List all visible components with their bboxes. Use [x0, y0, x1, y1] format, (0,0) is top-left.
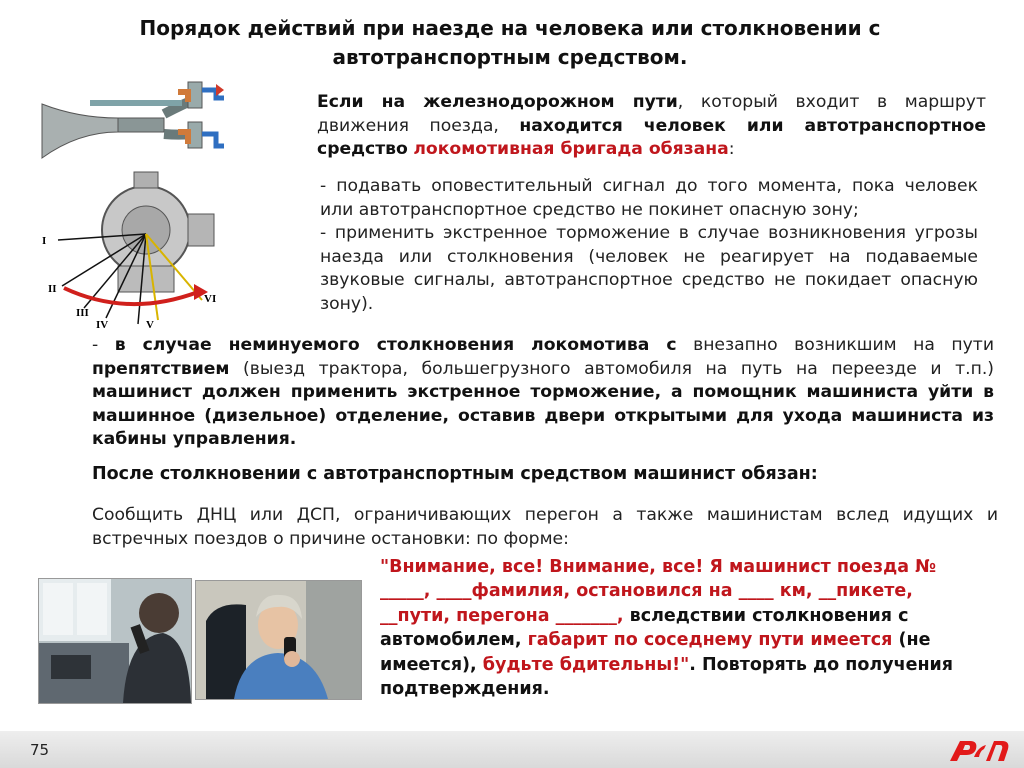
horn-illustration [38, 74, 228, 170]
intro-bold-2: находится человек или автотранспортное средство [317, 115, 986, 159]
intro-red: локомотивная бригада обязана [413, 139, 729, 159]
photo-driver-cab [38, 578, 192, 704]
position-label: I [42, 235, 47, 247]
message-red-2: габарит по соседнему пути имеется [527, 630, 893, 651]
message-bold-3: (не имеется), [380, 630, 931, 675]
radio-message [380, 555, 980, 701]
report-text: Сообщить ДНЦ или ДСП, ограничивающих перегон а также машинистам вслед идущих и встречных поездов о причине остановки: по форме: [92, 505, 998, 549]
position-label: II [48, 283, 57, 295]
after-collision-heading: После столкновении с автотранспортным средством машинист обязан: [92, 464, 818, 484]
collision-bold-2: препятствием [92, 358, 230, 379]
message-bold-2: столкновения с автомобилем [380, 605, 909, 651]
intro-paragraph [262, 91, 986, 162]
photo-operator [195, 580, 362, 700]
message-bold-4: . Повторять до получения подтверждения. [380, 654, 954, 700]
collision-bold-1: в случае неминуемого столкновения локомотива с [114, 335, 677, 355]
position-label: III [76, 307, 89, 319]
position-label: IV [96, 319, 109, 331]
message-red-3: будьте бдительны!" [482, 654, 690, 675]
collision-bold-3: машинист должен применить экстренное торможение, а помощник машиниста уйти в машинное (дизельное) отделение, оставив двери открытыми для ухода машиниста из кабины управления. [92, 382, 994, 449]
collision-paragraph [40, 334, 994, 452]
duties-list [268, 175, 978, 316]
page-title: Порядок действий при наезде на человека или столкновении с автотранспортным средством. [139, 16, 881, 69]
footer-bar [0, 731, 1024, 768]
message-red-1: "Внимание, все! Внимание, все! Я машинист поезда № _____, ____фамилия, остановился на ____ км, __пикете, __пути, перегона _______, [380, 557, 937, 626]
collision-text-1: внезапно возникшим на пути [676, 335, 994, 355]
brake-valve-diagram [38, 168, 268, 333]
collision-dash: - [92, 335, 115, 355]
position-label: V [146, 319, 154, 331]
position-label: VI [204, 293, 217, 305]
message-bold-1: вследствии [623, 605, 753, 626]
intro-bold-1: Если на железнодорожном пути [317, 92, 678, 112]
collision-text-2: (выезд трактора, большегрузного автомобиля на путь на переезде и т.п.) [229, 358, 994, 379]
duty-item-signal: - подавать оповестительный сигнал до того момента, пока человек или автотранспортное средство не покинет опасную зону; [320, 176, 978, 220]
intro-text-1: , который входит в маршрут движения поезда, [317, 92, 986, 136]
rzd-logo [948, 735, 1012, 765]
duty-item-braking: - применить экстренное торможение в случае возникновения угрозы наезда или столкновения (человек не реагирует на подаваемые звуковые сигналы, автотранспортное средство не покидает опасную зону). [320, 223, 978, 314]
page-number: 75 [30, 741, 50, 759]
intro-colon: : [728, 139, 735, 159]
report-paragraph [40, 504, 998, 551]
message-comma: , [514, 630, 528, 651]
